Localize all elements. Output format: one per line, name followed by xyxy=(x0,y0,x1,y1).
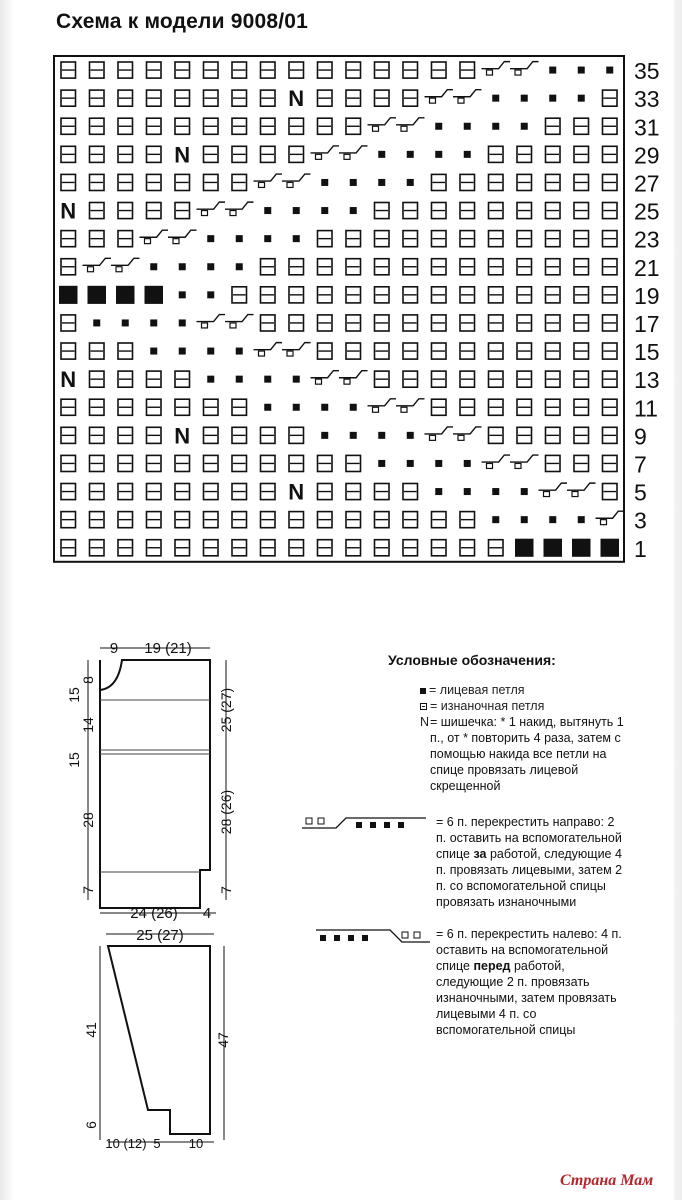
row-number: 13 xyxy=(634,367,660,394)
bobble-cell: N xyxy=(60,198,77,224)
bobble-cell: N xyxy=(174,423,191,449)
dim-label: 28 xyxy=(80,812,96,828)
knit-symbol-icon xyxy=(420,688,426,694)
row-number: 27 xyxy=(634,170,660,197)
row-number: 29 xyxy=(634,142,660,169)
legend-cross-left-text xyxy=(436,926,628,1038)
legend-bobble-symbol xyxy=(420,714,429,730)
cable-line xyxy=(316,930,430,942)
bobble-cell: N xyxy=(288,479,305,505)
legend-bobble-text: = шишечка: * 1 накид, вытянуть 1 п., от * повторить 4 раза, затем с помощью накида все петли на спице провязать лицевой скрещенной xyxy=(430,715,624,793)
cable-purl-mark xyxy=(306,818,312,824)
cable-knit-mark xyxy=(362,935,368,941)
dim-label: 14 xyxy=(80,717,96,733)
cable-knit-mark xyxy=(370,822,376,828)
cross-left-prefix: = 6 п. перекрестить налево: 4 п. оставить на вспомогательной спице xyxy=(436,927,622,973)
row-number: 15 xyxy=(634,339,660,366)
dim-label: 4 xyxy=(202,905,212,922)
row-number: 7 xyxy=(634,451,647,478)
legend-knit-text: = лицевая петля xyxy=(429,683,525,697)
dim-label: 7 xyxy=(218,886,234,894)
dim-label: 24 (26) xyxy=(130,905,178,922)
cross-left-bold: перед xyxy=(473,959,511,973)
cable-purl-mark xyxy=(414,932,420,938)
row-number: 25 xyxy=(634,198,660,225)
watermark-logo: Страна Мам xyxy=(560,1172,654,1189)
row-number: 31 xyxy=(634,114,660,141)
dim-label: 15 xyxy=(66,752,82,768)
cross-right-prefix: = 6 п. перекрестить направо: 2 п. оставить на вспомогательной спице xyxy=(436,815,622,861)
row-number: 5 xyxy=(634,479,647,506)
cable-knit-mark xyxy=(348,935,354,941)
body-outline xyxy=(100,660,210,908)
cable-knit-mark xyxy=(334,935,340,941)
row-number: 21 xyxy=(634,254,660,281)
row-number: 1 xyxy=(634,535,647,562)
cross-right-suffix: работой, следующие 4 п. провязать лицевыми, затем 2 п. со вспомогательной спицы провязать изнаночными xyxy=(436,847,623,909)
cable-left-icon xyxy=(316,930,430,942)
chart-title: Схема к модели 9008/01 xyxy=(56,10,309,33)
bobble-symbol-icon: N xyxy=(420,715,430,729)
dim-label: 28 (26) xyxy=(218,789,234,835)
dim-label: 7 xyxy=(80,886,96,894)
dim-label: 41 xyxy=(83,1022,99,1038)
bobble-cell: N xyxy=(60,367,77,393)
bobble-cell: N xyxy=(174,142,191,168)
row-number: 17 xyxy=(634,310,660,337)
legend-cross-right-text xyxy=(436,814,628,910)
dim-label: 6 xyxy=(83,1121,99,1129)
row-number: 11 xyxy=(634,395,658,422)
cable-purl-mark xyxy=(318,818,324,824)
cross-right-bold: за xyxy=(473,847,487,861)
cable-line xyxy=(302,818,426,828)
row-number: 35 xyxy=(634,58,660,85)
dim-label: 25 (27) xyxy=(218,687,234,733)
cable-knit-mark xyxy=(384,822,390,828)
legend-title: Условные обозначения: xyxy=(388,652,556,668)
row-number: 33 xyxy=(634,86,660,113)
row-number: 9 xyxy=(634,423,647,450)
dim-label: 47 xyxy=(215,1032,231,1048)
legend-purl-row xyxy=(420,698,544,714)
legend-purl-text: = изнаночная петля xyxy=(430,699,545,713)
bobble-cell: N xyxy=(288,86,305,112)
dim-label: 25 (27) xyxy=(136,927,184,944)
dim-label: 19 (21) xyxy=(144,640,192,657)
cable-right-icon xyxy=(302,818,426,828)
row-number: 3 xyxy=(634,507,647,534)
cable-knit-mark xyxy=(356,822,362,828)
cable-knit-mark xyxy=(398,822,404,828)
dim-label: 8 xyxy=(80,676,96,684)
cable-purl-mark xyxy=(402,932,408,938)
sleeve-outline xyxy=(108,946,210,1134)
row-number: 19 xyxy=(634,282,660,309)
dim-label: 15 xyxy=(66,687,82,703)
cross-left-suffix: работой, следующие 2 п. провязать изнаночными, затем провязать лицевыми 4 п. со вспомогательной спицы xyxy=(436,959,617,1037)
cable-knit-mark xyxy=(320,935,326,941)
dim-label: 5 xyxy=(153,1136,161,1151)
legend-knit-row xyxy=(420,682,525,698)
row-number: 23 xyxy=(634,226,660,253)
dim-label: 10 (12) xyxy=(105,1136,147,1151)
purl-symbol-icon xyxy=(420,703,427,710)
dim-label: 10 xyxy=(188,1136,204,1151)
dim-label: 9 xyxy=(109,640,119,657)
